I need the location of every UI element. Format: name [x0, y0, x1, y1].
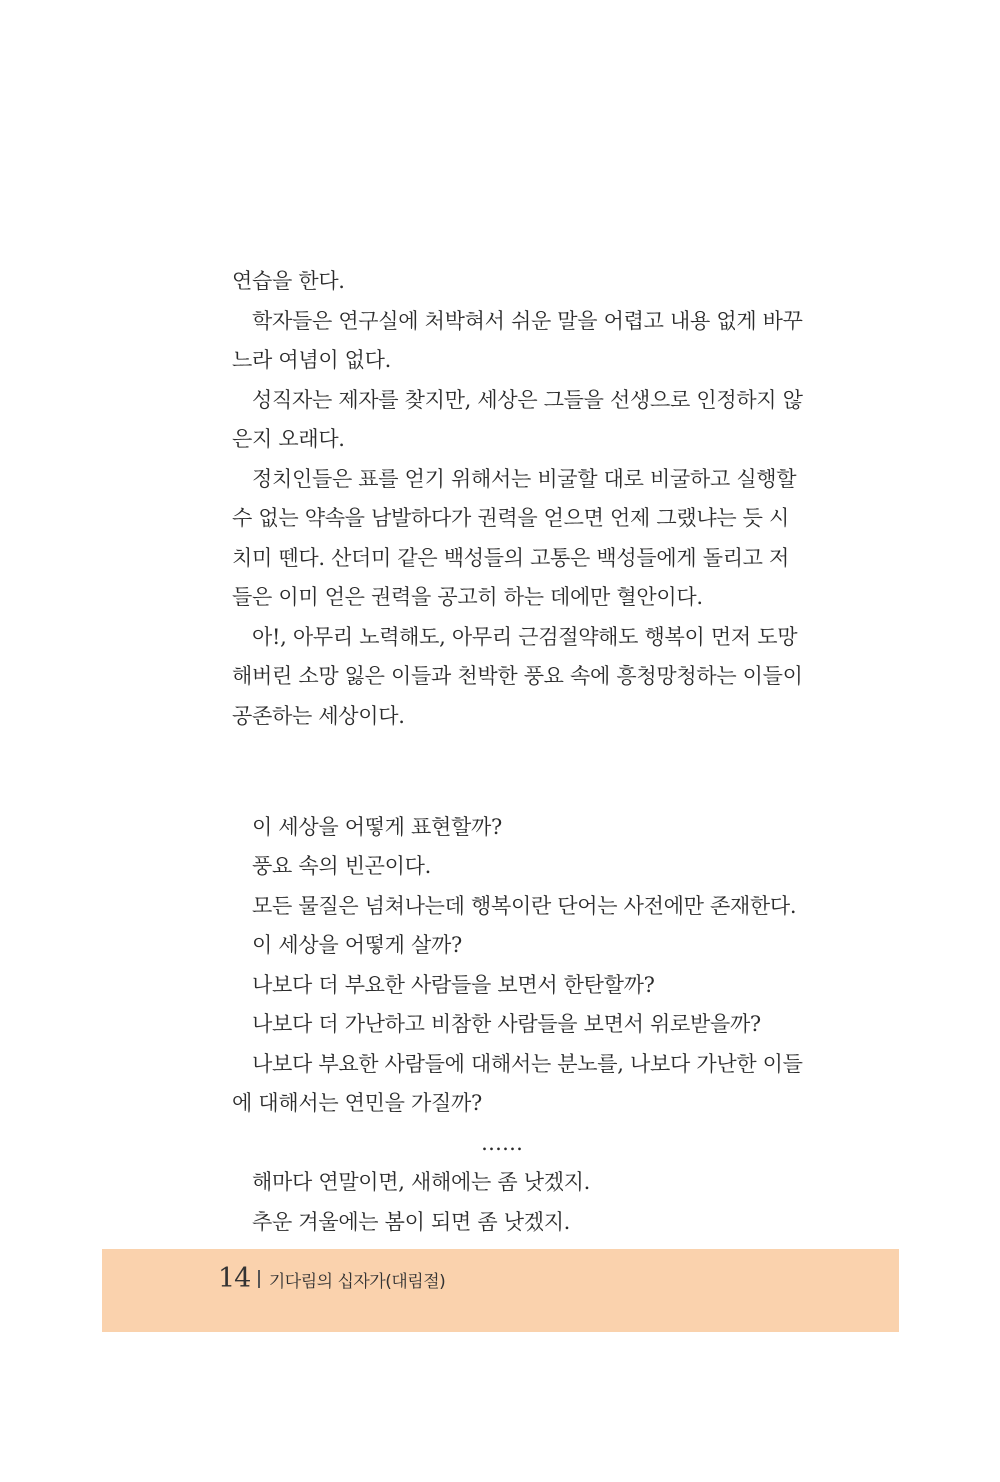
- page-body: [232, 262, 803, 1242]
- body-text-line: 은지 오래다.: [232, 427, 345, 451]
- body-text-line: 연습을 한다.: [232, 269, 345, 293]
- body-text-line: 성직자는 제자를 찾지만, 세상은 그들을 선생으로 인정하지 않: [252, 387, 803, 412]
- body-text-line: 느라 여념이 없다.: [232, 348, 392, 372]
- body-text-line: 이 세상을 어떻게 살까?: [252, 933, 462, 957]
- page-number: 14: [218, 1263, 251, 1294]
- body-text-line: 수 없는 약속을 남발하다가 권력을 얻으면 언제 그랬냐는 듯 시: [232, 506, 790, 530]
- body-text-line: 아!, 아무리 노력해도, 아무리 근검절약해도 행복이 먼저 도망: [252, 624, 798, 649]
- folio: [218, 1263, 445, 1294]
- body-text-line: 학자들은 연구실에 처박혀서 쉬운 말을 어렵고 내용 없게 바꾸: [252, 308, 803, 333]
- body-text-line: 치미 뗀다. 산더미 같은 백성들의 고통은 백성들에게 돌리고 저: [232, 545, 790, 570]
- body-text-line: 해마다 연말이면, 새해에는 좀 낫겠지.: [252, 1170, 591, 1194]
- body-text-line: 추운 겨울에는 봄이 되면 좀 낫겠지.: [252, 1209, 571, 1234]
- body-text-line: 정치인들은 표를 얻기 위해서는 비굴할 대로 비굴하고 실행할: [252, 466, 797, 491]
- body-text-line: 모든 물질은 넘쳐나는데 행복이란 단어는 사전에만 존재한다.: [252, 893, 797, 918]
- body-text-line: 풍요 속의 빈곤이다.: [252, 854, 432, 878]
- footer-band: [102, 1249, 899, 1332]
- body-text-line: 에 대해서는 연민을 가질까?: [232, 1091, 482, 1115]
- body-text-line: 공존하는 세상이다.: [232, 703, 405, 728]
- body-text-line: 나보다 더 부요한 사람들을 보면서 한탄할까?: [252, 972, 655, 997]
- book-title: 기다림의 십자가(대림절): [268, 1272, 446, 1292]
- body-text-line: 이 세상을 어떻게 표현할까?: [252, 814, 502, 839]
- body-text-line: 해버린 소망 잃은 이들과 천박한 풍요 속에 흥청망청하는 이들이: [232, 664, 803, 688]
- body-text-line: 나보다 부요한 사람들에 대해서는 분노를, 나보다 가난한 이들: [252, 1051, 803, 1076]
- blank-line: [232, 752, 772, 792]
- ellipsis-line: ……: [481, 1130, 523, 1155]
- folio-separator: [258, 1270, 260, 1288]
- body-text-line: 들은 이미 얻은 권력을 공고히 하는 데에만 혈안이다.: [232, 585, 703, 609]
- body-text-line: 나보다 더 가난하고 비참한 사람들을 보면서 위로받을까?: [252, 1012, 761, 1036]
